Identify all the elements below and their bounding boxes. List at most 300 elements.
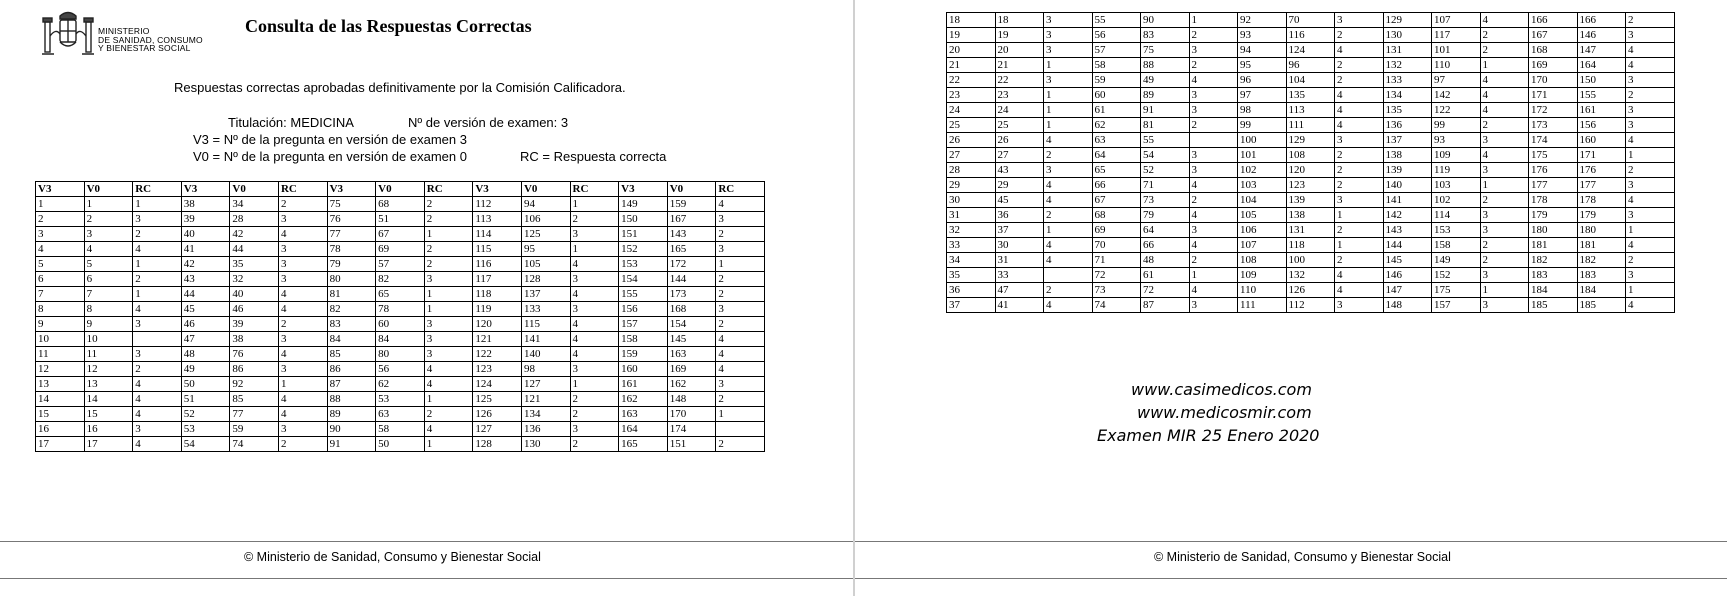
table-cell: 148 [1383, 298, 1432, 313]
table-cell: 2 [1480, 193, 1529, 208]
table-cell: 17 [36, 437, 85, 452]
legend-v0: V0 = Nº de la pregunta en versión de examen 0 [193, 149, 467, 164]
table-cell: 160 [619, 362, 668, 377]
table-row [947, 178, 1675, 193]
table-cell: 177 [1577, 178, 1626, 193]
table-cell: 51 [181, 392, 230, 407]
table-cell: 3 [1189, 148, 1238, 163]
table-row [947, 298, 1675, 313]
table-cell: 3 [1335, 133, 1384, 148]
table-cell: 55 [1092, 13, 1141, 28]
table-cell: 11 [36, 347, 85, 362]
table-cell: 142 [1432, 88, 1481, 103]
table-cell: 4 [570, 257, 619, 272]
table-cell: 2 [278, 437, 327, 452]
table-row [947, 118, 1675, 133]
table-cell: 1 [424, 392, 473, 407]
table-cell: 1 [1626, 283, 1675, 298]
table-cell: 171 [1577, 148, 1626, 163]
table-cell: 75 [1141, 43, 1190, 58]
table-cell: 3 [133, 347, 182, 362]
table-cell: 13 [84, 377, 133, 392]
column-header: V3 [327, 182, 376, 197]
table-cell: 55 [1141, 133, 1190, 148]
table-cell: 103 [1432, 178, 1481, 193]
table-cell: 168 [667, 302, 716, 317]
table-cell: 148 [667, 392, 716, 407]
table-cell: 37 [995, 223, 1044, 238]
table-cell: 1 [424, 227, 473, 242]
table-cell: 58 [376, 422, 425, 437]
table-cell: 2 [1189, 253, 1238, 268]
table-cell: 33 [995, 268, 1044, 283]
table-cell: 158 [1432, 238, 1481, 253]
table-cell: 145 [1383, 253, 1432, 268]
table-cell: 1 [1480, 58, 1529, 73]
table-row [36, 437, 765, 452]
table-cell: 1 [1189, 13, 1238, 28]
table-cell: 42 [230, 227, 279, 242]
table-cell: 107 [1238, 238, 1287, 253]
table-cell: 166 [1529, 13, 1578, 28]
table-cell: 3 [570, 422, 619, 437]
table-cell: 43 [995, 163, 1044, 178]
table-cell: 126 [473, 407, 522, 422]
table-row [36, 257, 765, 272]
table-cell: 21 [995, 58, 1044, 73]
table-cell: 1 [1480, 283, 1529, 298]
table-cell: 99 [1432, 118, 1481, 133]
watermark-line-3: Examen MIR 25 Enero 2020 [1097, 426, 1320, 445]
footer-divider-bottom [0, 578, 853, 579]
table-cell: 2 [424, 212, 473, 227]
table-cell: 9 [36, 317, 85, 332]
spanish-coat-of-arms-logo [36, 8, 100, 60]
table-row [36, 227, 765, 242]
table-cell: 2 [1480, 43, 1529, 58]
table-cell: 4 [716, 197, 765, 212]
table-cell: 109 [1432, 148, 1481, 163]
table-cell: 42 [181, 257, 230, 272]
table-row [947, 223, 1675, 238]
table-cell: 105 [1238, 208, 1287, 223]
column-header: RC [570, 182, 619, 197]
table-cell: 3 [1189, 43, 1238, 58]
table-row [947, 88, 1675, 103]
table-cell [716, 422, 765, 437]
table-cell: 20 [995, 43, 1044, 58]
table-cell: 2 [570, 437, 619, 452]
table-cell: 35 [230, 257, 279, 272]
table-cell: 31 [995, 253, 1044, 268]
table-cell: 3 [1480, 163, 1529, 178]
table-cell: 1 [424, 437, 473, 452]
table-cell: 1 [1335, 238, 1384, 253]
table-cell: 33 [947, 238, 996, 253]
table-cell: 164 [619, 422, 668, 437]
table-cell: 4 [133, 392, 182, 407]
table-cell: 82 [376, 272, 425, 287]
table-cell: 137 [1383, 133, 1432, 148]
table-cell: 3 [570, 302, 619, 317]
exam-version-label: Nº de versión de examen: 3 [408, 115, 569, 130]
table-row [947, 43, 1675, 58]
table-cell: 182 [1577, 253, 1626, 268]
table-cell: 83 [1141, 28, 1190, 43]
table-cell: 4 [424, 377, 473, 392]
table-cell: 125 [521, 227, 570, 242]
table-cell: 1 [1044, 223, 1093, 238]
table-cell: 108 [1238, 253, 1287, 268]
table-cell: 3 [133, 212, 182, 227]
table-cell: 123 [1286, 178, 1335, 193]
table-cell: 89 [1141, 88, 1190, 103]
answers-table-left [35, 181, 765, 452]
table-cell: 39 [181, 212, 230, 227]
table-cell: 85 [230, 392, 279, 407]
table-cell: 2 [424, 257, 473, 272]
table-cell: 34 [947, 253, 996, 268]
table-cell: 82 [327, 302, 376, 317]
table-cell: 4 [1044, 298, 1093, 313]
ministry-line-2: DE SANIDAD, CONSUMO [98, 34, 203, 45]
table-cell: 54 [181, 437, 230, 452]
table-cell: 146 [1383, 268, 1432, 283]
table-cell: 4 [278, 347, 327, 362]
table-cell: 4 [1189, 238, 1238, 253]
table-cell: 8 [84, 302, 133, 317]
table-cell: 18 [995, 13, 1044, 28]
table-cell: 65 [376, 287, 425, 302]
table-cell: 35 [947, 268, 996, 283]
table-cell: 18 [947, 13, 996, 28]
table-cell: 174 [1529, 133, 1578, 148]
table-cell: 4 [133, 242, 182, 257]
table-cell: 45 [995, 193, 1044, 208]
table-cell: 4 [1189, 73, 1238, 88]
table-cell: 181 [1529, 238, 1578, 253]
table-cell: 162 [667, 377, 716, 392]
table-cell: 2 [716, 272, 765, 287]
table-cell: 4 [570, 287, 619, 302]
table-cell: 13 [36, 377, 85, 392]
table-cell: 4 [1044, 178, 1093, 193]
table-cell: 2 [1626, 163, 1675, 178]
table-cell: 3 [278, 422, 327, 437]
table-cell: 3 [1335, 298, 1384, 313]
table-cell: 166 [1577, 13, 1626, 28]
table-cell: 23 [947, 88, 996, 103]
table-cell: 3 [1189, 103, 1238, 118]
table-cell: 107 [1432, 13, 1481, 28]
table-cell: 32 [947, 223, 996, 238]
table-cell: 158 [619, 332, 668, 347]
table-cell: 102 [1238, 163, 1287, 178]
table-cell: 57 [376, 257, 425, 272]
table-cell: 36 [947, 283, 996, 298]
table-cell: 150 [1577, 73, 1626, 88]
table-cell: 4 [1626, 133, 1675, 148]
table-row [947, 73, 1675, 88]
table-cell: 111 [1238, 298, 1287, 313]
table-cell: 87 [327, 377, 376, 392]
table-cell: 60 [376, 317, 425, 332]
table-cell: 59 [1092, 73, 1141, 88]
table-cell: 86 [327, 362, 376, 377]
table-cell: 3 [1189, 88, 1238, 103]
table-cell: 156 [1577, 118, 1626, 133]
table-cell: 91 [327, 437, 376, 452]
table-cell: 1 [84, 197, 133, 212]
table-cell: 4 [1626, 238, 1675, 253]
table-cell: 167 [1529, 28, 1578, 43]
table-cell: 6 [36, 272, 85, 287]
table-cell: 121 [473, 332, 522, 347]
table-cell: 1 [570, 197, 619, 212]
table-cell: 183 [1529, 268, 1578, 283]
table-cell: 4 [716, 332, 765, 347]
table-cell: 3 [424, 272, 473, 287]
table-cell: 113 [1286, 103, 1335, 118]
table-cell: 48 [181, 347, 230, 362]
table-cell: 76 [230, 347, 279, 362]
table-cell: 3 [278, 212, 327, 227]
column-header: V3 [619, 182, 668, 197]
table-cell: 58 [1092, 58, 1141, 73]
table-cell: 3 [278, 272, 327, 287]
table-cell: 1 [570, 377, 619, 392]
table-cell: 79 [1141, 208, 1190, 223]
table-cell: 46 [181, 317, 230, 332]
table-cell: 159 [667, 197, 716, 212]
table-cell: 52 [181, 407, 230, 422]
footer-divider-top-right [855, 541, 1727, 542]
table-cell: 30 [947, 193, 996, 208]
table-row [947, 28, 1675, 43]
table-cell: 172 [667, 257, 716, 272]
table-row [947, 133, 1675, 148]
table-cell: 70 [1286, 13, 1335, 28]
table-cell [1044, 268, 1093, 283]
table-cell: 96 [1286, 58, 1335, 73]
table-cell: 3 [424, 317, 473, 332]
table-cell: 59 [230, 422, 279, 437]
table-cell: 164 [1577, 58, 1626, 73]
table-cell: 141 [521, 332, 570, 347]
table-cell: 92 [1238, 13, 1287, 28]
table-cell: 175 [1529, 148, 1578, 163]
table-cell: 3 [1480, 223, 1529, 238]
table-cell: 104 [1238, 193, 1287, 208]
table-cell: 98 [521, 362, 570, 377]
table-cell: 173 [667, 287, 716, 302]
table-cell: 93 [1238, 28, 1287, 43]
table-cell: 90 [1141, 13, 1190, 28]
table-cell: 75 [327, 197, 376, 212]
table-cell: 70 [1092, 238, 1141, 253]
table-cell: 3 [1626, 73, 1675, 88]
table-cell: 139 [1286, 193, 1335, 208]
table-cell: 1 [570, 242, 619, 257]
table-cell: 161 [1577, 103, 1626, 118]
table-cell: 4 [1335, 118, 1384, 133]
table-cell: 4 [133, 407, 182, 422]
table-cell: 154 [619, 272, 668, 287]
table-row [947, 208, 1675, 223]
table-cell: 2 [1189, 58, 1238, 73]
table-cell: 156 [619, 302, 668, 317]
table-cell: 3 [133, 317, 182, 332]
table-cell: 184 [1529, 283, 1578, 298]
table-cell: 4 [278, 287, 327, 302]
table-cell: 1 [278, 377, 327, 392]
table-cell: 145 [667, 332, 716, 347]
table-cell: 54 [1141, 148, 1190, 163]
table-cell: 3 [424, 332, 473, 347]
table-cell: 91 [1141, 103, 1190, 118]
table-cell: 3 [716, 212, 765, 227]
table-cell: 141 [1383, 193, 1432, 208]
table-cell: 61 [1092, 103, 1141, 118]
table-cell: 3 [1626, 28, 1675, 43]
table-cell: 14 [84, 392, 133, 407]
titulacion-label: Titulación: MEDICINA [228, 115, 354, 130]
table-cell: 17 [84, 437, 133, 452]
table-cell: 2 [1335, 28, 1384, 43]
table-cell: 2 [1044, 283, 1093, 298]
table-cell: 19 [995, 28, 1044, 43]
legend-rc: RC = Respuesta correcta [520, 149, 667, 164]
table-cell: 2 [1189, 28, 1238, 43]
table-cell: 2 [1044, 208, 1093, 223]
table-cell: 1 [1480, 178, 1529, 193]
table-cell: 157 [1432, 298, 1481, 313]
table-row [947, 58, 1675, 73]
table-cell: 144 [667, 272, 716, 287]
table-row [36, 332, 765, 347]
table-cell: 2 [1335, 163, 1384, 178]
table-cell: 163 [619, 407, 668, 422]
table-cell: 73 [1141, 193, 1190, 208]
table-cell: 78 [376, 302, 425, 317]
table-cell: 142 [1383, 208, 1432, 223]
table-cell: 2 [1335, 223, 1384, 238]
table-cell: 179 [1529, 208, 1578, 223]
table-cell: 162 [619, 392, 668, 407]
table-cell: 116 [473, 257, 522, 272]
table-cell: 92 [230, 377, 279, 392]
table-cell: 6 [84, 272, 133, 287]
table-cell: 125 [473, 392, 522, 407]
table-cell: 60 [1092, 88, 1141, 103]
table-cell: 115 [473, 242, 522, 257]
table-cell: 86 [230, 362, 279, 377]
watermark-line-2: www.medicosmir.com [1137, 403, 1312, 422]
table-cell: 159 [619, 347, 668, 362]
table-cell: 122 [473, 347, 522, 362]
table-cell: 26 [947, 133, 996, 148]
table-cell: 9 [84, 317, 133, 332]
table-cell: 1 [1044, 58, 1093, 73]
footer-divider-bottom-right [855, 578, 1727, 579]
table-cell: 153 [619, 257, 668, 272]
table-cell: 61 [1141, 268, 1190, 283]
subtitle: Respuestas correctas aprobadas definitivamente por la Comisión Calificadora. [174, 80, 626, 95]
table-cell: 117 [1432, 28, 1481, 43]
table-cell: 3 [1044, 13, 1093, 28]
table-cell: 1 [133, 257, 182, 272]
table-cell: 161 [619, 377, 668, 392]
table-cell: 3 [570, 272, 619, 287]
table-cell: 4 [1626, 193, 1675, 208]
table-cell: 32 [230, 272, 279, 287]
table-cell: 40 [181, 227, 230, 242]
table-row [36, 407, 765, 422]
table-cell: 99 [1238, 118, 1287, 133]
table-cell: 27 [995, 148, 1044, 163]
footer-divider-top [0, 541, 853, 542]
table-cell: 1 [1189, 268, 1238, 283]
table-cell: 94 [521, 197, 570, 212]
table-cell: 155 [1577, 88, 1626, 103]
table-cell: 3 [1335, 13, 1384, 28]
table-cell: 3 [84, 227, 133, 242]
table-cell: 1 [424, 302, 473, 317]
table-cell: 172 [1529, 103, 1578, 118]
table-cell: 2 [716, 437, 765, 452]
table-cell: 3 [1626, 103, 1675, 118]
ministry-line-3: Y BIENESTAR SOCIAL [98, 43, 191, 53]
table-cell: 1 [1044, 88, 1093, 103]
table-cell: 4 [1626, 43, 1675, 58]
table-cell: 30 [995, 238, 1044, 253]
table-cell: 110 [1432, 58, 1481, 73]
table-cell: 169 [1529, 58, 1578, 73]
table-row [36, 362, 765, 377]
table-cell: 163 [667, 347, 716, 362]
table-cell: 106 [521, 212, 570, 227]
table-cell: 143 [1383, 223, 1432, 238]
table-cell: 16 [36, 422, 85, 437]
table-cell: 47 [995, 283, 1044, 298]
table-cell: 12 [84, 362, 133, 377]
table-cell: 3 [36, 227, 85, 242]
table-cell: 67 [1092, 193, 1141, 208]
table-cell: 3 [1044, 73, 1093, 88]
table-cell: 1 [1044, 103, 1093, 118]
table-cell: 25 [995, 118, 1044, 133]
table-cell: 2 [716, 227, 765, 242]
table-cell: 4 [1335, 43, 1384, 58]
table-cell: 143 [667, 227, 716, 242]
table-cell: 2 [1626, 88, 1675, 103]
table-cell: 181 [1577, 238, 1626, 253]
table-cell: 1 [1044, 118, 1093, 133]
table-cell: 113 [473, 212, 522, 227]
table-cell: 47 [181, 332, 230, 347]
table-cell: 2 [1335, 178, 1384, 193]
table-cell: 83 [327, 317, 376, 332]
table-cell: 121 [521, 392, 570, 407]
table-cell: 81 [1141, 118, 1190, 133]
table-cell: 2 [1335, 253, 1384, 268]
watermark-line-1: www.casimedicos.com [1131, 380, 1312, 399]
table-cell: 3 [1189, 298, 1238, 313]
table-cell: 151 [619, 227, 668, 242]
table-cell: 3 [1626, 208, 1675, 223]
table-cell: 136 [1383, 118, 1432, 133]
table-cell: 119 [473, 302, 522, 317]
